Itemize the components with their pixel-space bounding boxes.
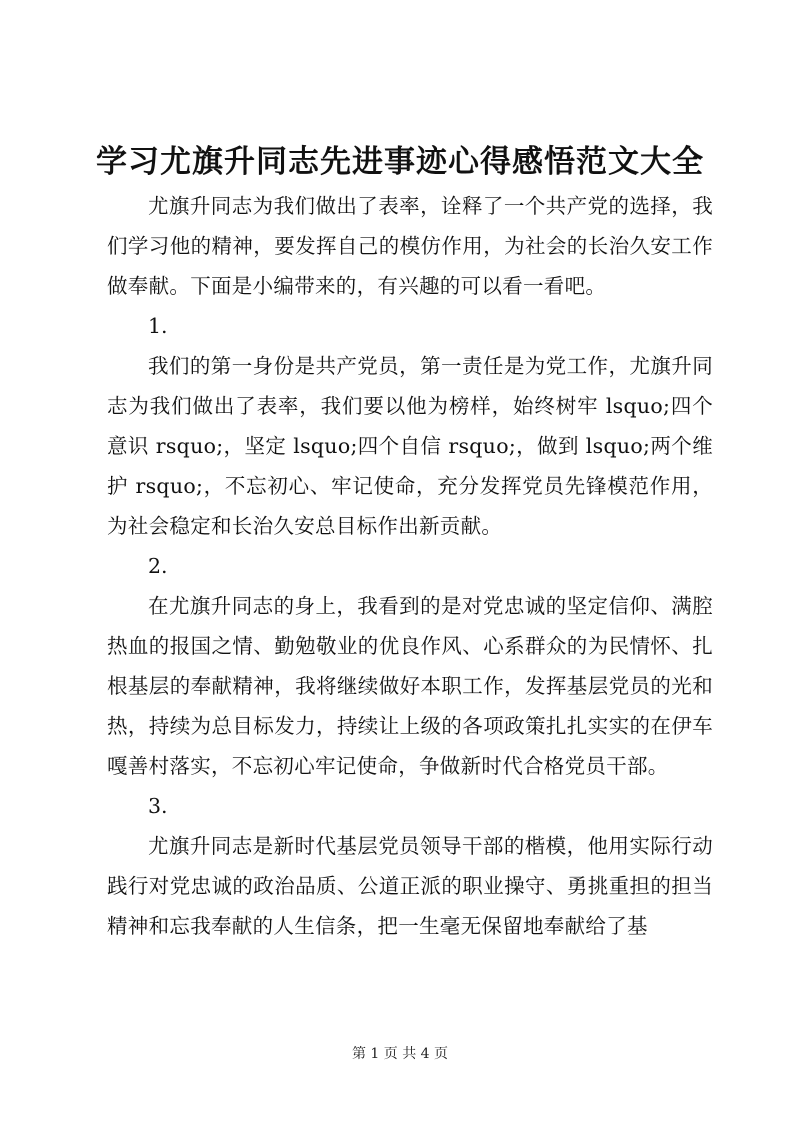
section-number-2: 2. (148, 554, 168, 578)
intro-paragraph: 尤旗升同志为我们做出了表率，诠释了一个共产党的选择，我们学习他的精神，要发挥自己的模仿作用，为社会的长治久安工作做奉献。下面是小编带来的，有兴趣的可以看一看吧。 (107, 194, 713, 298)
section-number-1: 1. (148, 314, 168, 338)
page-number-footer: 第 1 页 共 4 页 (351, 1046, 449, 1062)
section-paragraph-2: 在尤旗升同志的身上，我看到的是对党忠诚的坚定信仰、满腔热血的报国之情、勤勉敬业的优良作风、心系群众的为民情怀、扎根基层的奉献精神，我将继续做好本职工作，发挥基层党员的光和热，持续为总目标发力，持续让上级的各项政策扎扎实实的在伊车嘎善村落实，不忘初心牢记使命，争做新时代合格党员干部。 (107, 594, 713, 778)
document-title: 学习尤旗升同志先进事迹心得感悟范文大全 (96, 144, 704, 180)
section-number-3: 3. (148, 794, 168, 818)
section-paragraph-3: 尤旗升同志是新时代基层党员领导干部的楷模，他用实际行动践行对党忠诚的政治品质、公道正派的职业操守、勇挑重担的担当精神和忘我奉献的人生信条，把一生毫无保留地奉献给了基 (107, 834, 713, 938)
document-body (107, 186, 713, 946)
section-paragraph-1: 我们的第一身份是共产党员，第一责任是为党工作，尤旗升同志为我们做出了表率，我们要以他为榜样，始终树牢 lsquo;四个意识 rsquo;，坚定 lsquo;四个自信 rsquo;，做到 lsquo;两个维护 rsquo;，不忘初心、牢记使命，充分发挥党员先锋模范作用，为社会稳定和长治久安总目标作出新贡献。 (107, 354, 713, 538)
